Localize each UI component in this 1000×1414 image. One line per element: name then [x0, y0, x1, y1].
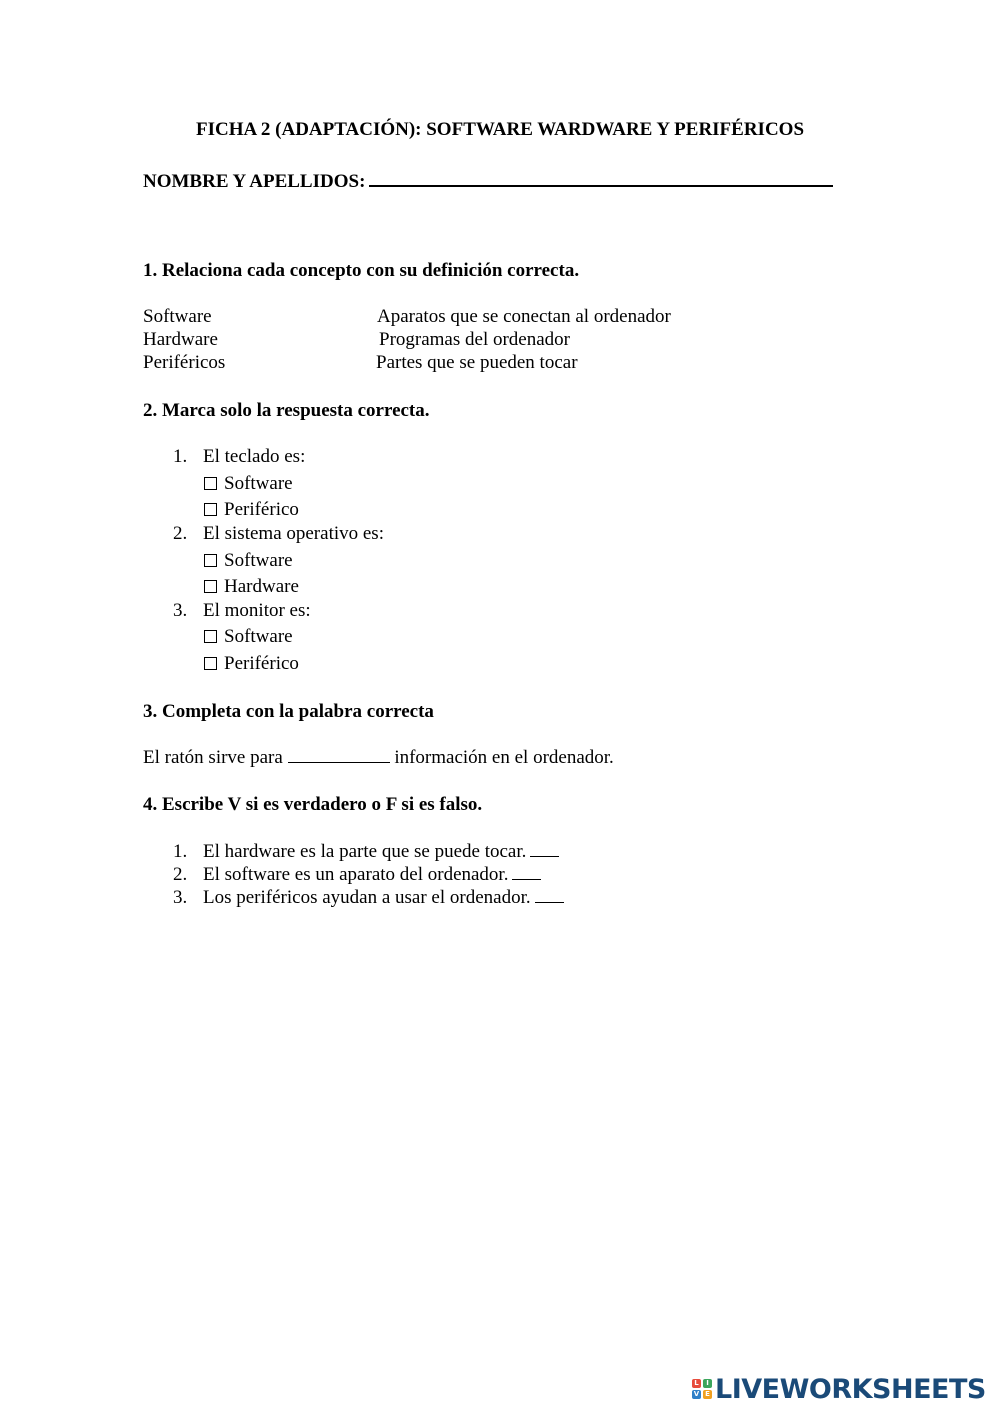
option-row[interactable]: [204, 626, 293, 648]
definition-item[interactable]: Programas del ordenador: [379, 329, 570, 350]
sentence-start: El ratón sirve para: [143, 747, 283, 768]
answer-blank[interactable]: [535, 888, 564, 903]
option-label: Software: [224, 473, 293, 494]
page-title: FICHA 2 (ADAPTACIÓN): SOFTWARE WARDWARE Y PERIFÉRICOS: [195, 119, 805, 140]
name-row: [143, 167, 833, 193]
answer-blank[interactable]: [512, 865, 541, 880]
question-text: El teclado es:: [203, 446, 306, 467]
question-text: El sistema operativo es:: [203, 523, 384, 544]
option-label: Software: [224, 626, 293, 647]
option-row[interactable]: [204, 550, 293, 572]
logo-mark-tile: L: [692, 1379, 701, 1388]
question-3: [173, 600, 311, 622]
item-number: 1.: [173, 841, 188, 862]
logo-text: LIVEWORKSHEETS: [715, 1373, 986, 1405]
section-2-heading: 2. Marca solo la respuesta correcta.: [143, 400, 430, 421]
logo-mark-tile: I: [703, 1379, 712, 1388]
checkbox[interactable]: [204, 580, 217, 593]
item-number: 2.: [173, 864, 188, 885]
concept-item[interactable]: Periféricos: [143, 352, 226, 373]
item-text: Los periféricos ayudan a usar el ordenador.: [203, 887, 531, 908]
question-1: [173, 446, 305, 468]
definition-item[interactable]: Aparatos que se conectan al ordenador: [377, 306, 671, 327]
section-4-heading: 4. Escribe V si es verdadero o F si es falso.: [143, 794, 483, 815]
name-input-line[interactable]: [369, 167, 833, 187]
true-false-item: [173, 887, 564, 909]
question-text: El monitor es:: [203, 600, 311, 621]
option-label: Hardware: [224, 576, 299, 597]
section-3-heading: 3. Completa con la palabra correcta: [143, 701, 434, 722]
sentence-end: información en el ordenador.: [394, 747, 614, 768]
item-text: El hardware es la parte que se puede tocar.: [203, 841, 527, 862]
option-label: Periférico: [224, 653, 299, 674]
question-number: 1.: [173, 446, 188, 467]
item-number: 3.: [173, 887, 188, 908]
option-label: Periférico: [224, 499, 299, 520]
question-number: 3.: [173, 600, 188, 621]
option-row[interactable]: [204, 653, 299, 675]
option-row[interactable]: [204, 499, 299, 521]
liveworksheets-logo: [692, 1372, 986, 1406]
option-row[interactable]: [204, 576, 299, 598]
option-row[interactable]: [204, 473, 293, 495]
option-label: Software: [224, 550, 293, 571]
fill-in-sentence: [143, 747, 614, 769]
logo-mark-tile: E: [703, 1390, 712, 1399]
question-number: 2.: [173, 523, 188, 544]
answer-blank[interactable]: [530, 842, 559, 857]
checkbox[interactable]: [204, 477, 217, 490]
checkbox[interactable]: [204, 630, 217, 643]
checkbox[interactable]: [204, 503, 217, 516]
section-1-heading: 1. Relaciona cada concepto con su definición correcta.: [143, 260, 580, 281]
logo-mark-tile: V: [693, 1390, 700, 1398]
fill-in-blank[interactable]: [288, 748, 390, 763]
item-text: El software es un aparato del ordenador.: [203, 864, 509, 885]
true-false-item: [173, 864, 541, 886]
concept-item[interactable]: Software: [143, 306, 212, 327]
checkbox[interactable]: [204, 657, 217, 670]
question-2: [173, 523, 384, 545]
definition-item[interactable]: Partes que se pueden tocar: [376, 352, 578, 373]
checkbox[interactable]: [204, 554, 217, 567]
logo-mark-icon: [692, 1379, 712, 1399]
true-false-item: [173, 841, 559, 863]
concept-item[interactable]: Hardware: [143, 329, 218, 350]
name-label: NOMBRE Y APELLIDOS:: [143, 171, 366, 192]
